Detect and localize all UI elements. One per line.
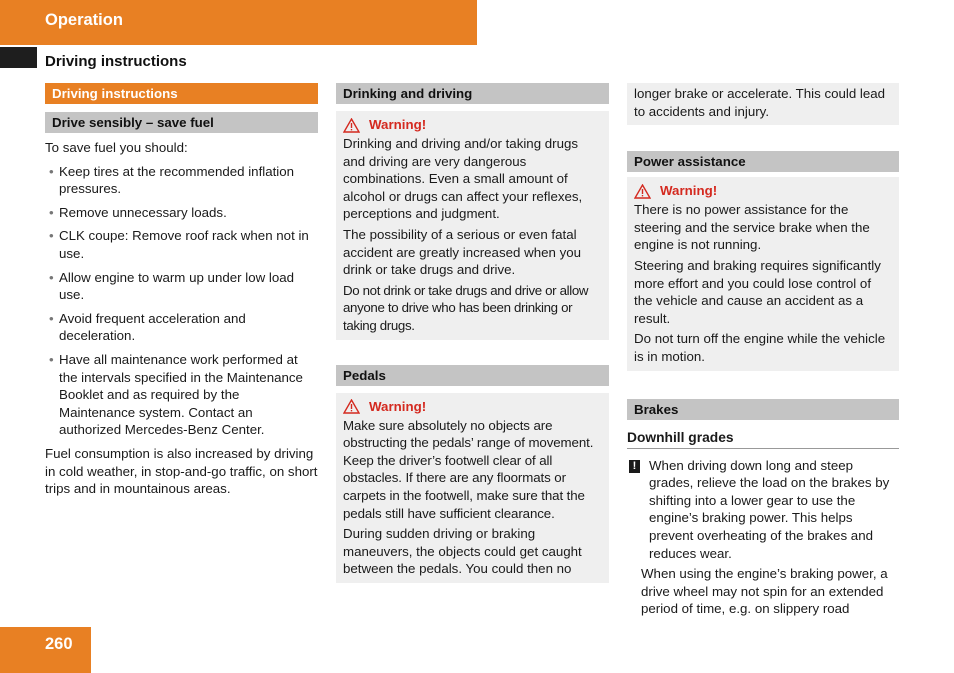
warning-box-pedals [336,393,609,583]
warning-box-drinking [336,111,609,340]
section-marker-tab [0,47,37,68]
warning-text: Do not drink or take drugs and drive or allow anyone to drive who has been drinking or taking drugs. [343,282,589,333]
list-item: • Keep tires at the recommended inflation pressures. [49,163,295,197]
warning-text: longer brake or accelerate. This could lead to accidents and injury. [634,86,886,119]
warning-triangle-icon [634,184,651,199]
warning-text: Do not turn off the engine while the vehicle is in motion. [634,331,886,364]
warning-heading: Warning! [343,397,602,417]
list-item: • CLK coupe: Remove roof rack when not in use. [49,228,309,261]
note-block [627,457,899,618]
warning-text: Steering and braking requires significantly more effort and you could lose control of the vehicle and cause an accident as a result. [634,257,881,326]
closing-text: Fuel consumption is also increased by driving in cold weather, in stop-and-go traffic, on short trips and in mountainous areas. [45,445,318,497]
page-number: 260 [45,635,73,653]
section-heading-power-assistance: Power assistance [627,151,899,172]
note-text: When using the engine’s braking power, a drive wheel may not spin for an extended period of time, e.g. on slippery road [641,566,888,617]
intro-text: To save fuel you should: [45,140,188,155]
exclamation-note-icon: ! [629,460,640,473]
note-text: When driving down long and steep grades, relieve the load on the brakes by shifting into a lower gear to use the engine’s braking power. This helps prevent overheating of the brakes and reduces wear. [649,457,890,561]
warning-box-power [627,177,899,370]
section-heading-save-fuel: Drive sensibly – save fuel [45,112,318,133]
list-item: • Have all maintenance work performed at the intervals specified in the Maintenance Booklet and as required by the Maintenance system. Contact an authorized Mercedes-Benz Center. [49,351,303,438]
warning-heading: Warning! [343,115,602,135]
warning-heading: Warning! [634,181,892,201]
section-heading-pedals: Pedals [336,365,609,386]
warning-text: Make sure absolutely no objects are obstructing the pedals’ range of movement. Keep the driver’s footwell clear of all obstacles. If there are any floormats or carpets in the footwell, make sure that the pedals still have sufficient clearance. [343,417,594,521]
column-1 [45,83,318,498]
list-item: • Remove unnecessary loads. [49,204,227,220]
warning-triangle-icon [343,399,360,414]
list-item: • Avoid frequent acceleration and deceleration. [49,310,246,344]
warning-triangle-icon [343,118,360,133]
warning-text: Drinking and driving and/or taking drugs and driving are very dangerous combinations. Even a small amount of alcohol or drugs can affect your reflexes, perceptions and judgment. [343,136,583,222]
warning-text: During sudden driving or braking maneuvers, the objects could get caught between the pedals. You could then no [343,526,582,577]
column-3 [627,83,899,618]
fuel-tips-list [45,163,318,439]
warning-text: The possibility of a serious or even fatal accident are greatly increased when you drink or take drugs and drive. [343,226,582,278]
warning-box-continued [627,83,899,125]
section-heading-driving-instructions: Driving instructions [45,83,318,104]
section-title: Operation [45,11,123,29]
warning-text: There is no power assistance for the steering and the service brake when the engine is not running. [634,202,870,253]
section-heading-drinking-driving: Drinking and driving [336,83,609,104]
column-2 [336,83,609,583]
section-heading-brakes: Brakes [627,399,899,420]
list-item: • Allow engine to warm up under low load use. [49,269,295,303]
page-title: Driving instructions [45,53,187,70]
subheading-downhill-grades: Downhill grades [627,430,899,449]
